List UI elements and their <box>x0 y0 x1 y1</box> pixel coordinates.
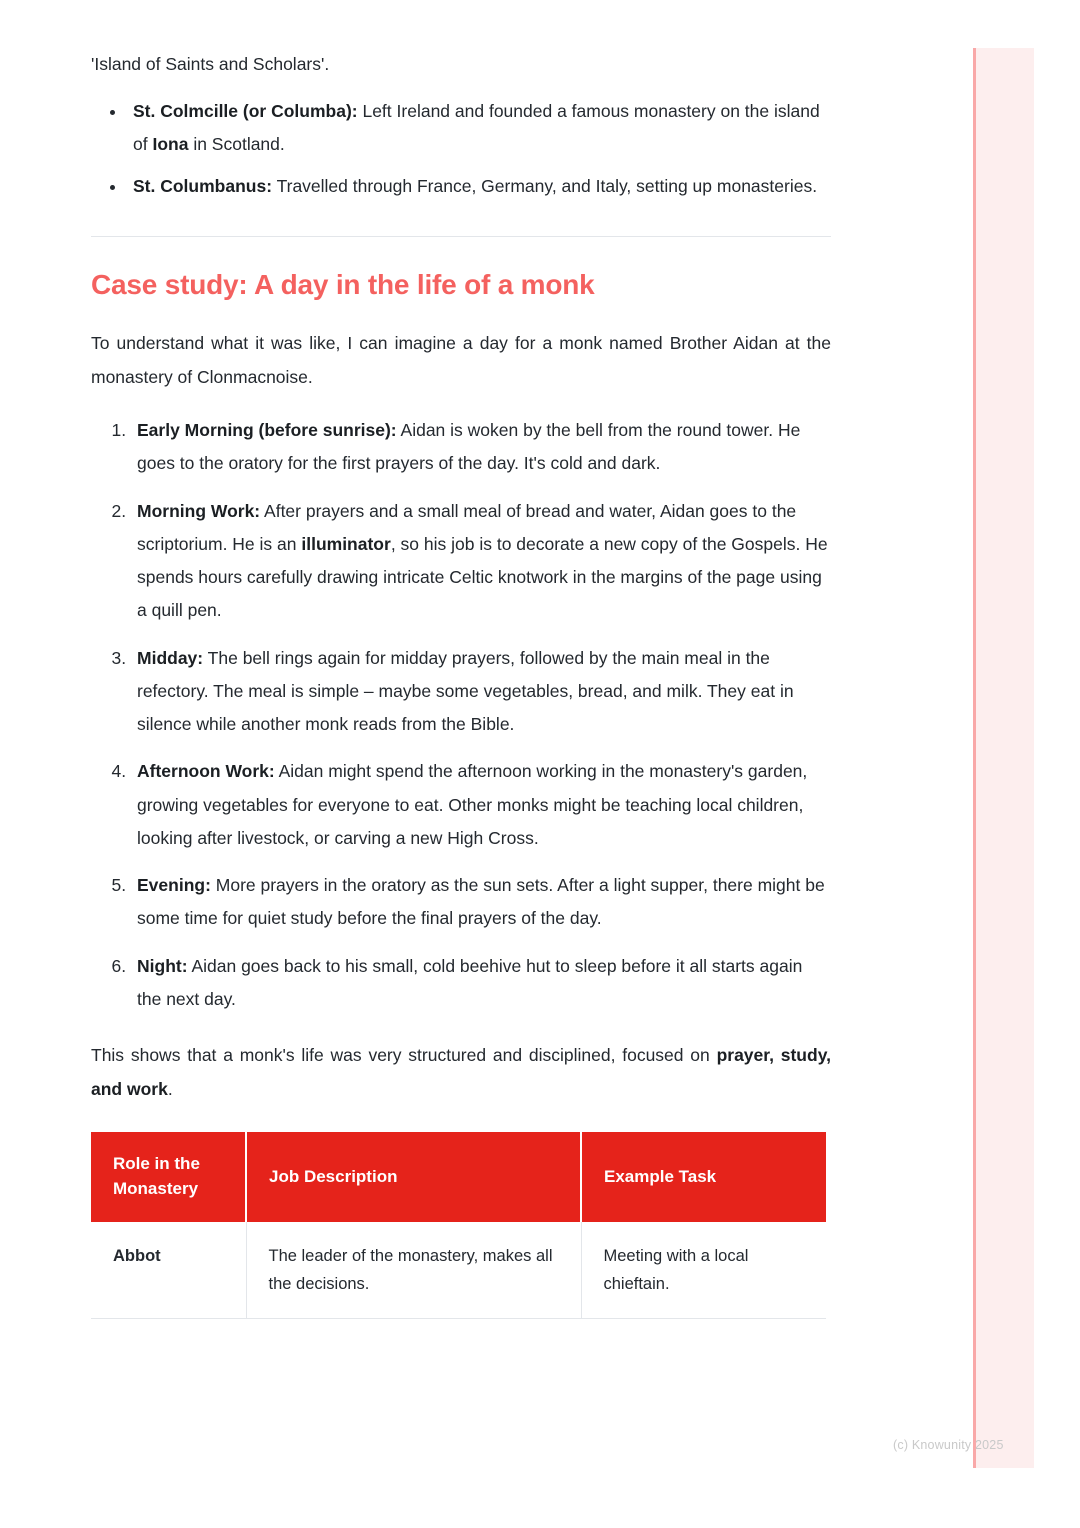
saints-list <box>91 95 831 202</box>
step-text: The bell rings again for midday prayers, followed by the main meal in the refectory. The meal is simple – maybe some vegetables, bread, and milk. They eat in silence while another monk reads from the Bible. <box>137 647 794 735</box>
list-item <box>131 869 831 936</box>
saint-text-after: in Scotland. <box>188 133 285 154</box>
closing-emphasis: prayer, study, and work <box>91 1045 831 1100</box>
saint-name: St. Colmcille (or Columba): <box>133 101 358 122</box>
page-side-accent-strip <box>973 48 1034 1468</box>
list-item <box>131 950 831 1017</box>
cell-example-task: Meeting with a local chieftain. <box>581 1222 826 1319</box>
daily-routine-list <box>91 414 831 1016</box>
step-label: Evening: <box>137 875 211 896</box>
column-header-example-task: Example Task <box>581 1132 826 1221</box>
step-label: Morning Work: <box>137 500 261 521</box>
list-item <box>127 170 831 202</box>
section-divider <box>91 236 831 237</box>
list-item <box>127 95 831 160</box>
step-text-a: After prayers and a small meal of bread and water, Aidan goes to the scriptorium. He is an <box>137 500 797 554</box>
document-content <box>91 48 831 1319</box>
column-header-role: Role in the Monastery <box>91 1132 246 1221</box>
closing-text-b: . <box>167 1079 173 1100</box>
step-text-b: , so his job is to decorate a new copy of the Gospels. He spends hours carefully drawing intricate Celtic knotwork in the margins of the page using a quill pen. <box>137 533 828 621</box>
step-text: Aidan is woken by the bell from the round tower. He goes to the oratory for the first prayers of the day. It's cold and dark. <box>137 420 801 474</box>
step-text: More prayers in the oratory as the sun sets. After a light supper, there might be some time for quiet study before the final prayers of the day. <box>137 875 825 929</box>
monastery-roles-table <box>91 1132 826 1319</box>
saint-highlight: Iona <box>152 133 189 154</box>
closing-paragraph <box>91 1038 831 1106</box>
step-emphasis: illuminator <box>301 533 391 554</box>
step-label: Early Morning (before sunrise): <box>137 420 397 441</box>
table-header-row <box>91 1132 826 1221</box>
section-intro-paragraph: To understand what it was like, I can imagine a day for a monk named Brother Aidan at the monastery of Clonmacnoise. <box>91 332 831 387</box>
step-text: Aidan goes back to his small, cold beehive hut to sleep before it all starts again the next day. <box>137 955 803 1009</box>
step-label: Afternoon Work: <box>137 761 275 782</box>
cell-description: The leader of the monastery, makes all the decisions. <box>246 1222 581 1319</box>
list-item <box>131 414 831 481</box>
step-label: Midday: <box>137 647 204 668</box>
step-text: Aidan might spend the afternoon working in the monastery's garden, growing vegetables for everyone to eat. Other monks might be teaching local children, looking after livestock, or carving a new High Cross. <box>137 761 808 848</box>
step-label: Night: <box>137 955 188 976</box>
page-title: Case study: A day in the life of a monk <box>91 269 595 301</box>
saint-text-before: Travelled through France, Germany, and Italy, setting up monasteries. <box>272 176 818 196</box>
table-header <box>91 1132 826 1221</box>
saint-text-before: Left Ireland and founded a famous monastery on the island of <box>133 101 820 154</box>
list-item <box>131 642 831 742</box>
cell-role: Abbot <box>91 1222 246 1319</box>
watermark: (c) Knowunity 2025 <box>893 1438 1004 1452</box>
closing-text-a: This shows that a monk's life was very structured and disciplined, focused on <box>91 1045 717 1066</box>
saint-name: St. Columbanus: <box>133 176 273 196</box>
table-body <box>91 1222 826 1319</box>
column-header-description: Job Description <box>246 1132 581 1221</box>
table-row <box>91 1222 826 1319</box>
list-item <box>131 755 831 855</box>
intro-line: 'Island of Saints and Scholars'. <box>91 54 330 74</box>
list-item <box>131 495 831 628</box>
